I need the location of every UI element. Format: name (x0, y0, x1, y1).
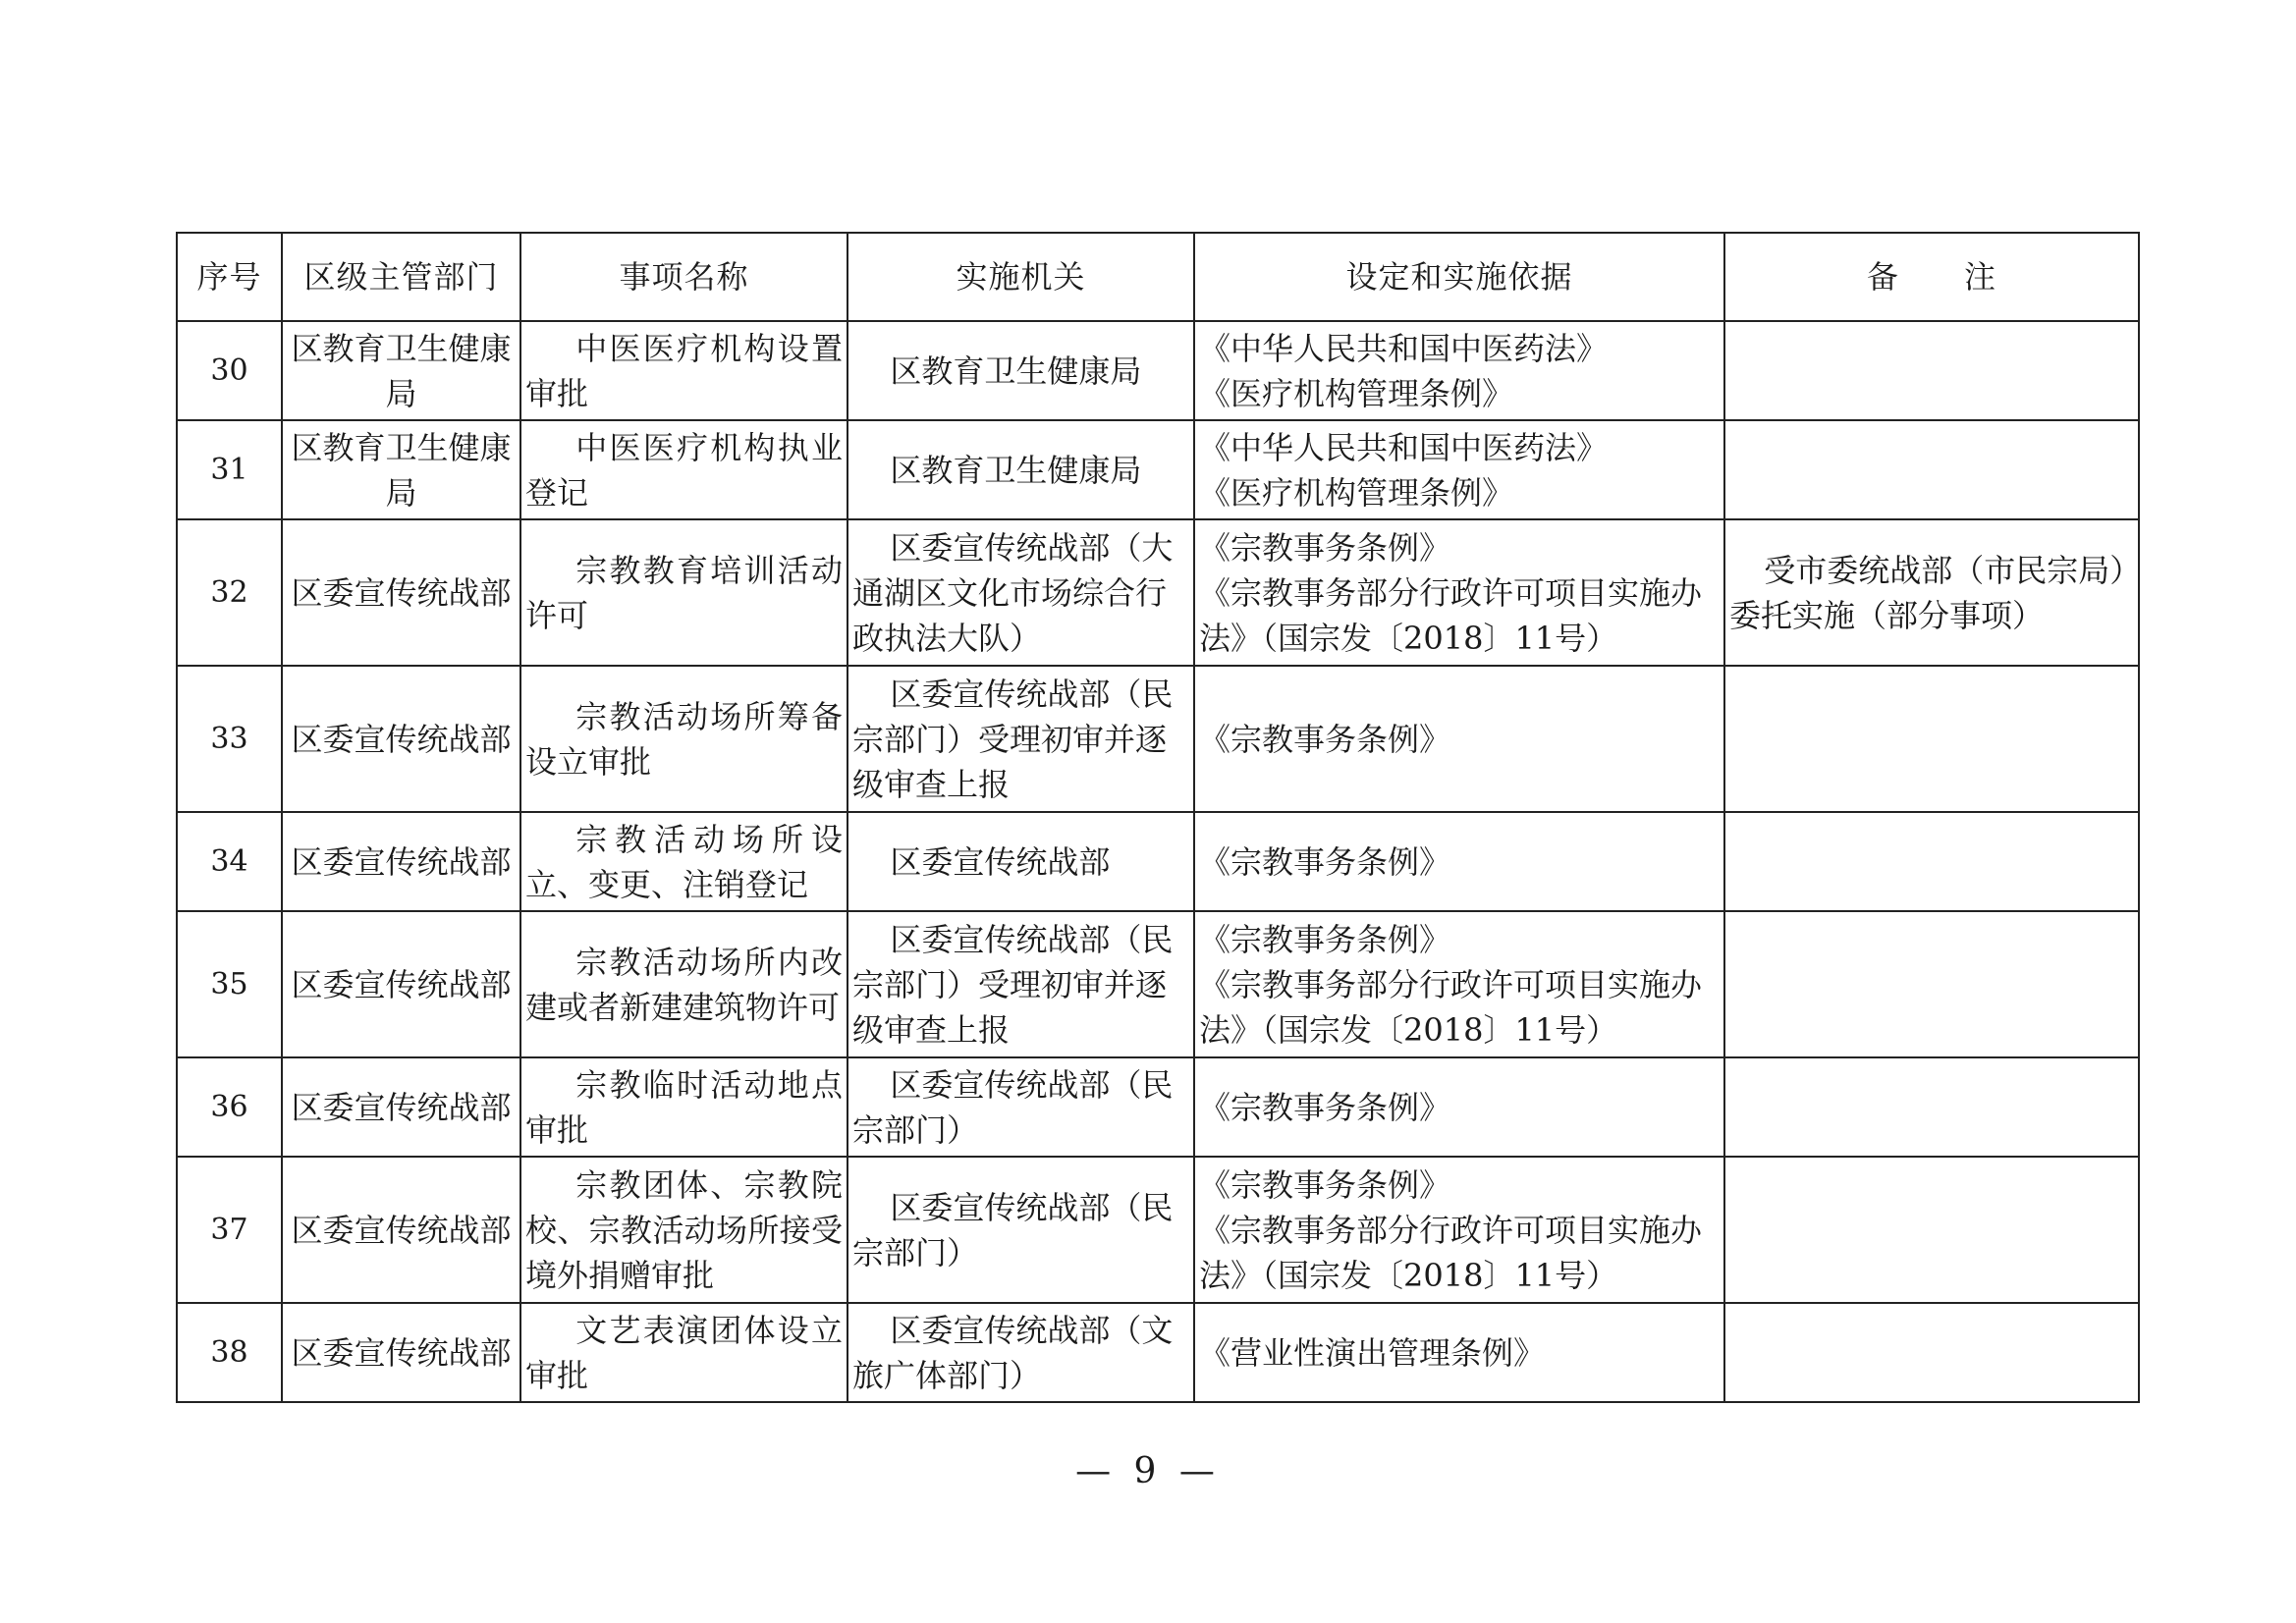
cell-org (847, 420, 1194, 519)
org-text: 区委宣传统战部（民宗部门） (852, 1065, 1174, 1149)
table-row (177, 420, 2139, 519)
header-note: 备 注 (1724, 233, 2139, 321)
item-text: 宗教活动场所内改建或者新建建筑物许可 (525, 943, 843, 1026)
cell-org (847, 666, 1194, 812)
table-row (177, 519, 2139, 666)
cell-dept: 区教育卫生健康局 (282, 321, 520, 420)
basis-line: 《营业性演出管理条例》 (1199, 1333, 1546, 1372)
item-text: 宗教活动场所设立、变更、注销登记 (525, 820, 843, 903)
cell-seq: 32 (177, 519, 282, 666)
table-row (177, 911, 2139, 1057)
table-row (177, 666, 2139, 812)
item-text: 中医医疗机构设置审批 (525, 329, 843, 412)
cell-seq: 30 (177, 321, 282, 420)
org-text: 区委宣传统战部（民宗部门）受理初审并逐级审查上报 (852, 920, 1174, 1049)
cell-note (1724, 1057, 2139, 1157)
basis-line: 《宗教事务条例》 (1199, 842, 1451, 881)
basis-line: 《医疗机构管理条例》 (1199, 374, 1514, 412)
item-text: 宗教临时活动地点审批 (525, 1065, 843, 1149)
header-dept: 区级主管部门 (282, 233, 520, 321)
table-header-row (177, 233, 2139, 321)
cell-note (1724, 519, 2139, 666)
basis-line: 《宗教事务部分行政许可项目实施办法》（国宗发〔2018〕11号） (1199, 573, 1703, 657)
cell-org (847, 812, 1194, 911)
cell-org (847, 321, 1194, 420)
cell-item (520, 321, 847, 420)
table-row (177, 1057, 2139, 1157)
cell-seq: 31 (177, 420, 282, 519)
cell-basis (1194, 1057, 1724, 1157)
basis-line: 《宗教事务条例》 (1199, 528, 1451, 567)
basis-line: 《医疗机构管理条例》 (1199, 473, 1514, 512)
basis-line: 《中华人民共和国中医药法》 (1199, 329, 1609, 367)
cell-org (847, 1303, 1194, 1402)
cell-seq: 33 (177, 666, 282, 812)
cell-item (520, 812, 847, 911)
header-seq: 序号 (177, 233, 282, 321)
cell-basis (1194, 666, 1724, 812)
basis-line: 《宗教事务条例》 (1199, 720, 1451, 758)
basis-line: 《宗教事务部分行政许可项目实施办法》（国宗发〔2018〕11号） (1199, 965, 1703, 1049)
cell-dept: 区委宣传统战部 (282, 1057, 520, 1157)
org-text: 区教育卫生健康局 (890, 352, 1142, 390)
cell-item (520, 666, 847, 812)
cell-basis (1194, 519, 1724, 666)
item-text: 中医医疗机构执业登记 (525, 428, 843, 512)
table-row (177, 321, 2139, 420)
cell-item (520, 1057, 847, 1157)
cell-item (520, 1157, 847, 1303)
org-text: 区委宣传统战部（文旅广体部门） (852, 1311, 1174, 1394)
header-org: 实施机关 (847, 233, 1194, 321)
org-text: 区委宣传统战部 (890, 842, 1111, 881)
org-text: 区委宣传统战部（民宗部门）受理初审并逐级审查上报 (852, 675, 1174, 803)
header-basis: 设定和实施依据 (1194, 233, 1724, 321)
cell-dept: 区委宣传统战部 (282, 812, 520, 911)
cell-basis (1194, 812, 1724, 911)
cell-org (847, 519, 1194, 666)
org-text: 区委宣传统战部（民宗部门） (852, 1188, 1174, 1271)
cell-basis (1194, 321, 1724, 420)
cell-seq: 37 (177, 1157, 282, 1303)
org-text: 区委宣传统战部（大通湖区文化市场综合行政执法大队） (852, 528, 1174, 657)
cell-basis (1194, 1303, 1724, 1402)
item-text: 宗教教育培训活动许可 (525, 551, 843, 634)
cell-note (1724, 666, 2139, 812)
basis-line: 《中华人民共和国中医药法》 (1199, 428, 1609, 466)
cell-note (1724, 1303, 2139, 1402)
cell-org (847, 1157, 1194, 1303)
cell-note (1724, 420, 2139, 519)
item-text: 宗教活动场所筹备设立审批 (525, 697, 843, 781)
cell-org (847, 911, 1194, 1057)
cell-seq: 38 (177, 1303, 282, 1402)
cell-seq: 34 (177, 812, 282, 911)
cell-item (520, 519, 847, 666)
cell-basis (1194, 420, 1724, 519)
cell-seq: 35 (177, 911, 282, 1057)
cell-item (520, 420, 847, 519)
cell-dept: 区委宣传统战部 (282, 911, 520, 1057)
administrative-permit-table (176, 232, 2140, 1403)
cell-basis (1194, 1157, 1724, 1303)
page-number: — 9 — (1075, 1451, 1221, 1491)
org-text: 区教育卫生健康局 (890, 451, 1142, 489)
cell-dept: 区委宣传统战部 (282, 519, 520, 666)
item-text: 宗教团体、宗教院校、宗教活动场所接受境外捐赠审批 (525, 1165, 843, 1294)
cell-item (520, 911, 847, 1057)
header-item: 事项名称 (520, 233, 847, 321)
cell-note (1724, 911, 2139, 1057)
cell-item (520, 1303, 847, 1402)
cell-note (1724, 321, 2139, 420)
cell-dept: 区委宣传统战部 (282, 1303, 520, 1402)
basis-line: 《宗教事务条例》 (1199, 920, 1451, 958)
cell-dept: 区委宣传统战部 (282, 666, 520, 812)
table-row (177, 812, 2139, 911)
cell-dept: 区教育卫生健康局 (282, 420, 520, 519)
basis-line: 《宗教事务条例》 (1199, 1088, 1451, 1126)
cell-note (1724, 1157, 2139, 1303)
cell-basis (1194, 911, 1724, 1057)
table-row (177, 1157, 2139, 1303)
cell-dept: 区委宣传统战部 (282, 1157, 520, 1303)
basis-line: 《宗教事务条例》 (1199, 1165, 1451, 1204)
item-text: 文艺表演团体设立审批 (525, 1311, 843, 1394)
table-row (177, 1303, 2139, 1402)
basis-line: 《宗教事务部分行政许可项目实施办法》（国宗发〔2018〕11号） (1199, 1211, 1703, 1294)
cell-note (1724, 812, 2139, 911)
cell-seq: 36 (177, 1057, 282, 1157)
note-text: 受市委统战部（市民宗局）委托实施（部分事项） (1729, 551, 2126, 634)
cell-org (847, 1057, 1194, 1157)
